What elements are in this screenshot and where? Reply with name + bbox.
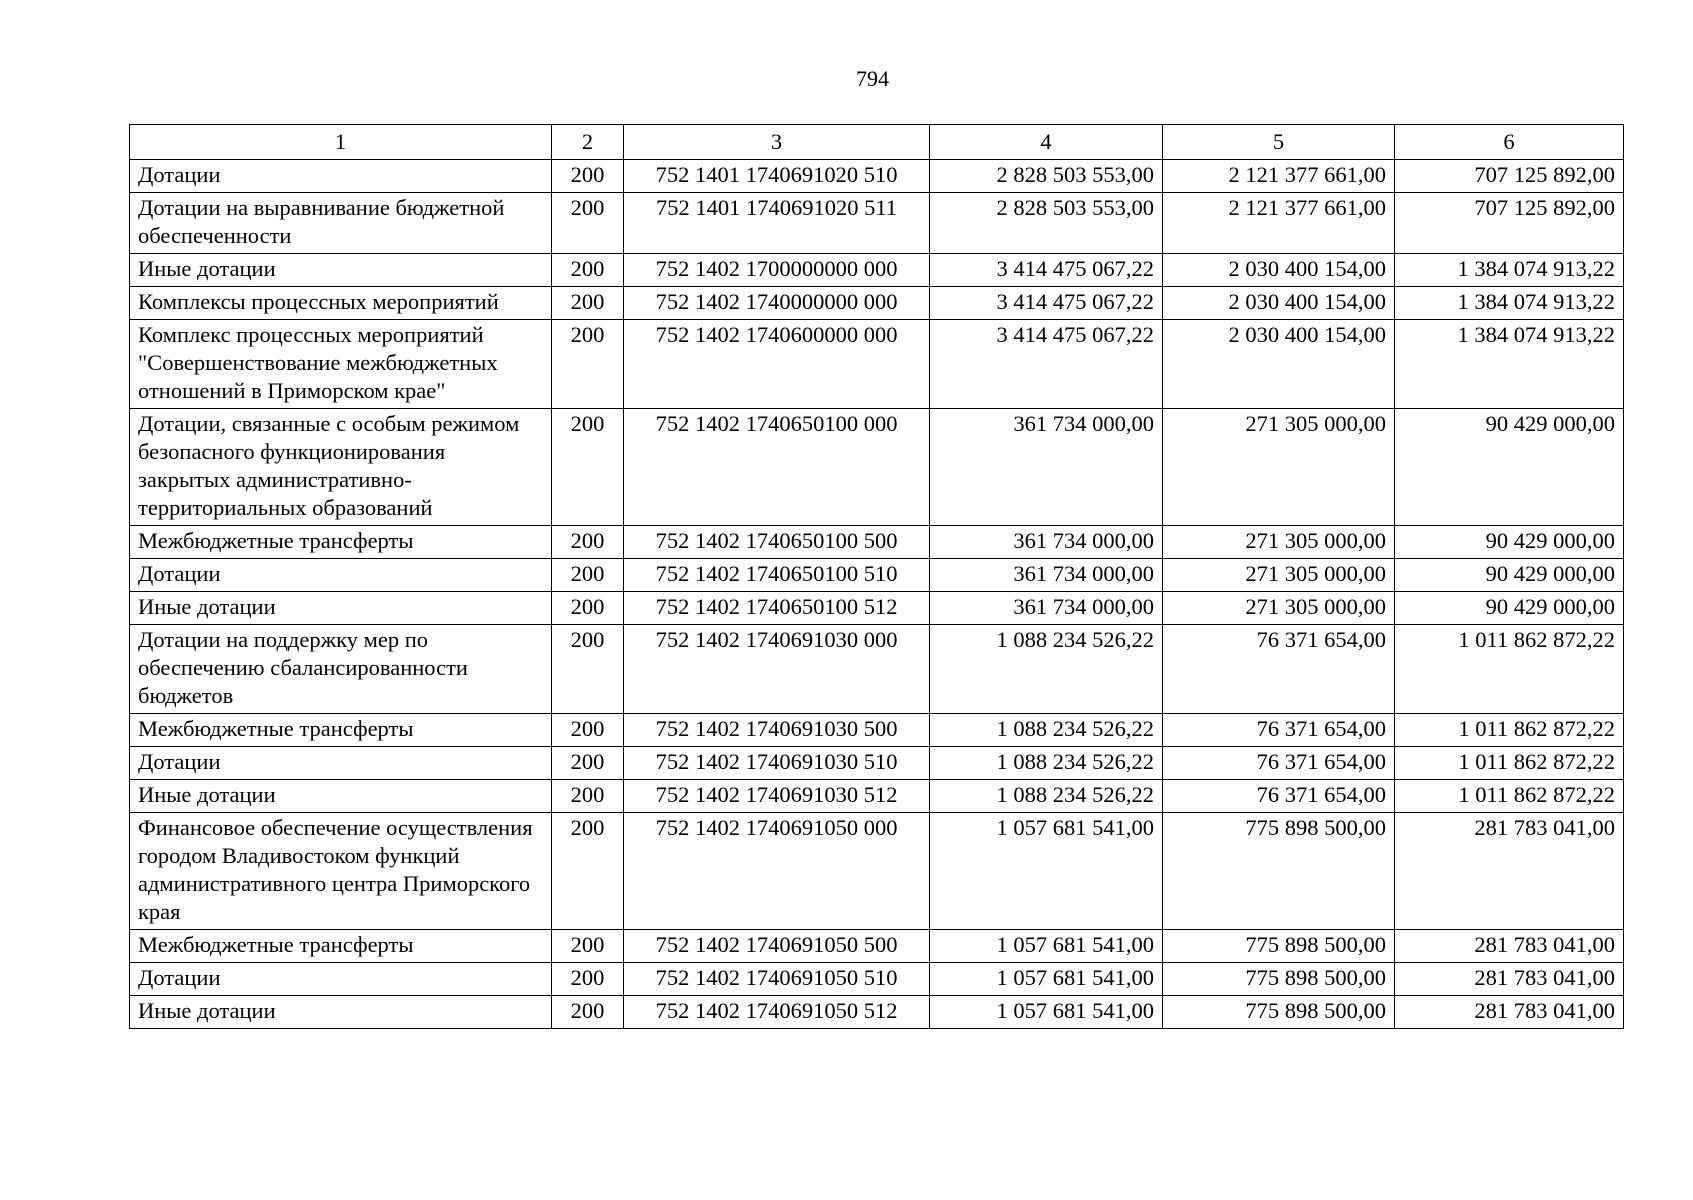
row-name-cell: Дотации [130,963,552,996]
row-unexecuted-amount-cell: 1 384 074 913,22 [1395,254,1624,287]
row-line-code-cell: 200 [552,996,624,1029]
row-approved-amount-cell: 2 828 503 553,00 [930,160,1163,193]
row-name-cell: Дотации [130,747,552,780]
row-line-code-cell: 200 [552,559,624,592]
row-executed-amount-cell: 2 030 400 154,00 [1163,320,1395,409]
row-unexecuted-amount-cell: 1 384 074 913,22 [1395,287,1624,320]
row-name-cell: Иные дотации [130,996,552,1029]
row-line-code-cell: 200 [552,287,624,320]
row-budget-code-cell: 752 1402 1740691050 000 [624,813,930,930]
row-budget-code-cell: 752 1402 1740000000 000 [624,287,930,320]
row-line-code-cell: 200 [552,160,624,193]
column-header-6: 6 [1395,125,1624,160]
row-line-code-cell: 200 [552,193,624,254]
column-header-1: 1 [130,125,552,160]
row-unexecuted-amount-cell: 1 011 862 872,22 [1395,747,1624,780]
table-row [130,193,1624,254]
row-name-cell: Дотации [130,160,552,193]
row-approved-amount-cell: 1 088 234 526,22 [930,780,1163,813]
row-executed-amount-cell: 76 371 654,00 [1163,625,1395,714]
row-budget-code-cell: 752 1402 1740691030 000 [624,625,930,714]
row-name-cell: Комплексы процессных мероприятий [130,287,552,320]
table-row [130,625,1624,714]
column-header-5: 5 [1163,125,1395,160]
row-executed-amount-cell: 2 121 377 661,00 [1163,193,1395,254]
row-name-cell: Дотации на выравнивание бюджетной обеспеченности [130,193,552,254]
row-unexecuted-amount-cell: 90 429 000,00 [1395,559,1624,592]
row-unexecuted-amount-cell: 707 125 892,00 [1395,193,1624,254]
row-approved-amount-cell: 3 414 475 067,22 [930,254,1163,287]
table-row [130,813,1624,930]
row-name-cell: Комплекс процессных мероприятий "Совершенствование межбюджетных отношений в Приморском крае" [130,320,552,409]
table-row [130,780,1624,813]
row-line-code-cell: 200 [552,780,624,813]
row-executed-amount-cell: 775 898 500,00 [1163,813,1395,930]
row-approved-amount-cell: 3 414 475 067,22 [930,287,1163,320]
row-budget-code-cell: 752 1402 1740650100 000 [624,409,930,526]
table-row [130,714,1624,747]
row-budget-code-cell: 752 1401 1740691020 511 [624,193,930,254]
table-row [130,409,1624,526]
row-name-cell: Иные дотации [130,780,552,813]
row-executed-amount-cell: 76 371 654,00 [1163,780,1395,813]
table-row [130,559,1624,592]
table-row [130,320,1624,409]
row-executed-amount-cell: 775 898 500,00 [1163,930,1395,963]
row-name-cell: Межбюджетные трансферты [130,930,552,963]
row-line-code-cell: 200 [552,320,624,409]
row-unexecuted-amount-cell: 1 384 074 913,22 [1395,320,1624,409]
row-line-code-cell: 200 [552,592,624,625]
row-name-cell: Финансовое обеспечение осуществления городом Владивостоком функций административного центра Приморского края [130,813,552,930]
table-row [130,930,1624,963]
row-name-cell: Межбюджетные трансферты [130,714,552,747]
row-approved-amount-cell: 1 057 681 541,00 [930,930,1163,963]
row-executed-amount-cell: 271 305 000,00 [1163,526,1395,559]
row-unexecuted-amount-cell: 90 429 000,00 [1395,526,1624,559]
table-row [130,526,1624,559]
header-row [130,125,1624,160]
page-number: 794 [856,66,889,91]
table-row [130,963,1624,996]
row-executed-amount-cell: 271 305 000,00 [1163,409,1395,526]
row-budget-code-cell: 752 1402 1740650100 512 [624,592,930,625]
row-budget-code-cell: 752 1402 1740691030 510 [624,747,930,780]
row-unexecuted-amount-cell: 707 125 892,00 [1395,160,1624,193]
row-executed-amount-cell: 2 030 400 154,00 [1163,254,1395,287]
table-row [130,592,1624,625]
row-line-code-cell: 200 [552,409,624,526]
row-unexecuted-amount-cell: 281 783 041,00 [1395,930,1624,963]
column-header-2: 2 [552,125,624,160]
row-line-code-cell: 200 [552,747,624,780]
row-line-code-cell: 200 [552,813,624,930]
row-name-cell: Иные дотации [130,254,552,287]
row-executed-amount-cell: 2 121 377 661,00 [1163,160,1395,193]
row-line-code-cell: 200 [552,254,624,287]
row-approved-amount-cell: 361 734 000,00 [930,526,1163,559]
table-row [130,160,1624,193]
row-line-code-cell: 200 [552,714,624,747]
table-row [130,747,1624,780]
row-approved-amount-cell: 3 414 475 067,22 [930,320,1163,409]
budget-table [129,124,1624,1029]
row-budget-code-cell: 752 1401 1740691020 510 [624,160,930,193]
row-unexecuted-amount-cell: 281 783 041,00 [1395,996,1624,1029]
row-executed-amount-cell: 271 305 000,00 [1163,592,1395,625]
column-header-3: 3 [624,125,930,160]
row-executed-amount-cell: 76 371 654,00 [1163,714,1395,747]
row-name-cell: Межбюджетные трансферты [130,526,552,559]
row-approved-amount-cell: 361 734 000,00 [930,409,1163,526]
row-line-code-cell: 200 [552,930,624,963]
table-row [130,996,1624,1029]
row-name-cell: Дотации [130,559,552,592]
row-budget-code-cell: 752 1402 1740650100 510 [624,559,930,592]
row-name-cell: Дотации на поддержку мер по обеспечению сбалансированности бюджетов [130,625,552,714]
row-executed-amount-cell: 2 030 400 154,00 [1163,287,1395,320]
row-unexecuted-amount-cell: 90 429 000,00 [1395,592,1624,625]
row-unexecuted-amount-cell: 281 783 041,00 [1395,813,1624,930]
row-approved-amount-cell: 2 828 503 553,00 [930,193,1163,254]
row-unexecuted-amount-cell: 90 429 000,00 [1395,409,1624,526]
row-executed-amount-cell: 775 898 500,00 [1163,996,1395,1029]
row-budget-code-cell: 752 1402 1700000000 000 [624,254,930,287]
row-approved-amount-cell: 361 734 000,00 [930,592,1163,625]
row-unexecuted-amount-cell: 1 011 862 872,22 [1395,714,1624,747]
column-header-4: 4 [930,125,1163,160]
row-unexecuted-amount-cell: 281 783 041,00 [1395,963,1624,996]
row-budget-code-cell: 752 1402 1740650100 500 [624,526,930,559]
table-row [130,287,1624,320]
row-unexecuted-amount-cell: 1 011 862 872,22 [1395,780,1624,813]
row-approved-amount-cell: 1 057 681 541,00 [930,963,1163,996]
row-executed-amount-cell: 76 371 654,00 [1163,747,1395,780]
row-line-code-cell: 200 [552,625,624,714]
row-approved-amount-cell: 1 088 234 526,22 [930,747,1163,780]
row-executed-amount-cell: 775 898 500,00 [1163,963,1395,996]
row-executed-amount-cell: 271 305 000,00 [1163,559,1395,592]
row-budget-code-cell: 752 1402 1740691050 510 [624,963,930,996]
row-budget-code-cell: 752 1402 1740600000 000 [624,320,930,409]
row-name-cell: Дотации, связанные с особым режимом безопасного функционирования закрытых административно-территориальных образований [130,409,552,526]
row-budget-code-cell: 752 1402 1740691050 500 [624,930,930,963]
row-line-code-cell: 200 [552,963,624,996]
row-name-cell: Иные дотации [130,592,552,625]
row-approved-amount-cell: 361 734 000,00 [930,559,1163,592]
row-approved-amount-cell: 1 088 234 526,22 [930,625,1163,714]
row-budget-code-cell: 752 1402 1740691030 512 [624,780,930,813]
row-unexecuted-amount-cell: 1 011 862 872,22 [1395,625,1624,714]
table-header [130,125,1624,160]
row-budget-code-cell: 752 1402 1740691050 512 [624,996,930,1029]
row-budget-code-cell: 752 1402 1740691030 500 [624,714,930,747]
table-body [130,160,1624,1029]
row-approved-amount-cell: 1 057 681 541,00 [930,813,1163,930]
row-approved-amount-cell: 1 088 234 526,22 [930,714,1163,747]
row-approved-amount-cell: 1 057 681 541,00 [930,996,1163,1029]
row-line-code-cell: 200 [552,526,624,559]
table-row [130,254,1624,287]
